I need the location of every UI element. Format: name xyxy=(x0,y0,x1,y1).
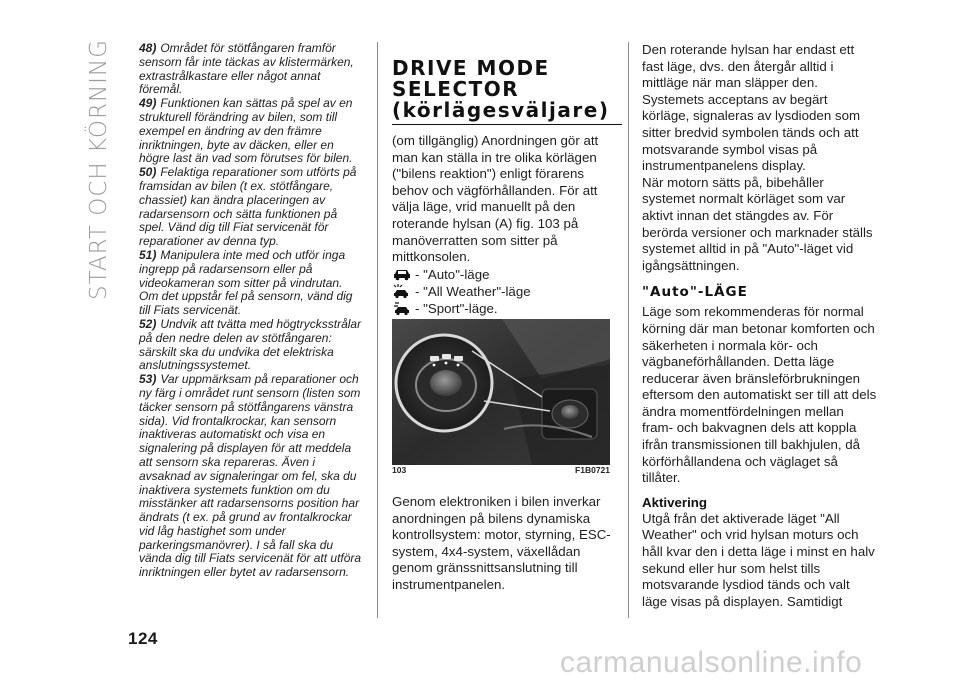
column-divider xyxy=(628,42,629,618)
note-text: Undvik att tvätta med högtrycksstrålar på den nedre delen av stötfångaren: särskilt ska du undvika det elektriska anslutningssystemet. xyxy=(139,316,362,373)
section-intro: (om tillgänglig) Anordningen gör att man kan ställa in tre olika körlägen ("bilens reaktion") enligt förarens behov och vägförhållanden. För att välja läge, vrid manuellt på den roterande hylsan (A) fig. 103 på manöverratten som sitter på mittkonsolen. xyxy=(392,133,599,265)
note-text: Felaktiga reparationer som utförts på framsidan av bilen (t ex. stötfångare, chassiet) kan ändra placeringen av radarsensorn och sätta funktionen på spel. Vänd dig till Fiat servicenät för reparationer av denna typ. xyxy=(139,165,357,249)
mode-item-all-weather xyxy=(392,283,622,300)
note-number: 48) xyxy=(139,41,157,55)
heading-line: SELECTOR xyxy=(392,77,520,101)
page-number: 124 xyxy=(128,629,158,648)
figure-code: F1B0721 xyxy=(575,465,610,475)
note-text: Funktionen kan sättas på spel av en strukturell förändring av bilen, som till exempel en ändring av den främre inriktningen, byte av däcken, eller en högre last än vad som förutses för bilen. xyxy=(139,96,353,166)
note-number: 50) xyxy=(139,165,157,180)
note-number: 53) xyxy=(139,372,157,387)
note-text: Området för stötfångaren framför sensorn får inte täckas av klistermärken, extrastrålkastare eller något annat föremål. xyxy=(139,41,354,97)
sport-mode-icon xyxy=(392,300,412,316)
figure-caption xyxy=(392,465,610,475)
notes-column xyxy=(139,42,365,580)
note-50 xyxy=(139,166,365,249)
paragraph: När motorn sätts på, bibehåller systemet normalt körläget som var aktivt innan det stängdes av. För berörda versioner och marknader ställs systemet alltid in på "Auto"-läget vid igångsättningen. xyxy=(642,174,873,273)
figure-drive-mode-selector xyxy=(392,319,610,465)
auto-mode-icon xyxy=(392,267,412,281)
note-text: Var uppmärksam på reparationer och ny färg i området runt sensorn (listen som täcker sensorn på stötfångarens vänstra sida). Vid frontalkrockar, kan sensorn inaktiveras automatiskt och visa en signalering på displayen för att meddela att sensorn ska repareras. Även i avsaknad av signaleringar om fel, ska du inaktivera systemets funktion om du misstänker att radarsensorns position har ändrats (t ex. på grund av frontalkrockar vid låg hastighet som under parkeringsmanövrer). I så fall ska du vända dig till Fiats servicenät för att utföra inriktningen eller bytet av radarsensorn. xyxy=(139,372,362,580)
mode-label: - "Auto"-läge xyxy=(415,266,490,282)
auto-mode-heading: "Auto"-LÄGE xyxy=(642,284,748,301)
section-continuation xyxy=(392,494,622,594)
note-48 xyxy=(139,42,365,97)
note-number: 49) xyxy=(139,96,157,111)
note-51 xyxy=(139,249,365,318)
column-divider xyxy=(377,42,378,618)
paragraph: Utgå från det aktiverade läget "All Weather" och vrid hylsan moturs och håll kvar den i detta läge i minst en halv sekund eller hur som helst tills motsvarande lysdiod tänds och valt läge visas på displayen. Samtidigt xyxy=(642,510,875,609)
figure-number: 103 xyxy=(392,465,407,475)
heading-line: DRIVE MODE xyxy=(392,56,550,80)
paragraph: Den roterande hylsan har endast ett fast läge, dvs. den återgår alltid i mittläge när man släpper den. xyxy=(642,42,855,91)
note-number: 52) xyxy=(139,316,157,331)
section-heading xyxy=(392,58,622,125)
paragraph: Läge som rekommenderas för normal körning där man betonar komforten och säkerheten i normala kör- och vägbaneförhållanden. Detta läge reducerar även bränsleförbrukningen eftersom den automatiskt ser till att dels ändra momentfördelningen mellan fram- och bakvagnen dels att koppla ifrån transmissionen till bakhjulen, då körförhållandena och väglaget så tillåter. xyxy=(642,304,877,486)
paragraph: Systemets acceptans av begärt körläge, signaleras av lysdioden som sitter bredvid symbolen tänds och att motsvarande symbol visas på instrumentpanelens display. xyxy=(642,91,861,174)
mode-item-sport xyxy=(392,300,622,317)
mode-item-auto xyxy=(392,266,622,283)
note-52 xyxy=(139,318,365,373)
watermark: carmanualsonline.info xyxy=(560,646,863,679)
activation-heading: Aktivering xyxy=(642,494,708,510)
mode-label: - "All Weather"-läge xyxy=(415,283,531,299)
right-column xyxy=(642,42,877,610)
chapter-side-title: START OCH KÖRNING xyxy=(86,39,112,300)
section-after-figure: Genom elektroniken i bilen inverkar anordningen på bilens dynamiska kontrollsystem: motor, styrning, ESC-system, 4x4-system, växellådan genom gränssnittsanslutning till instrumentpanelen. xyxy=(392,494,611,592)
all-weather-mode-icon xyxy=(392,283,412,299)
heading-line: (körlägesväljare) xyxy=(392,100,622,125)
mode-label: - "Sport"-läge. xyxy=(415,300,498,316)
note-text: Manipulera inte med och utför inga ingrepp på radarsensorn eller på videokameran som sitter på vindrutan. Om det uppstår fel på sensorn, vänd dig till Fiats servicenät. xyxy=(139,247,353,318)
note-49 xyxy=(139,97,365,166)
note-number: 51) xyxy=(139,247,157,262)
note-53 xyxy=(139,373,365,580)
drive-mode-section xyxy=(392,58,622,317)
console-photo xyxy=(392,319,610,465)
